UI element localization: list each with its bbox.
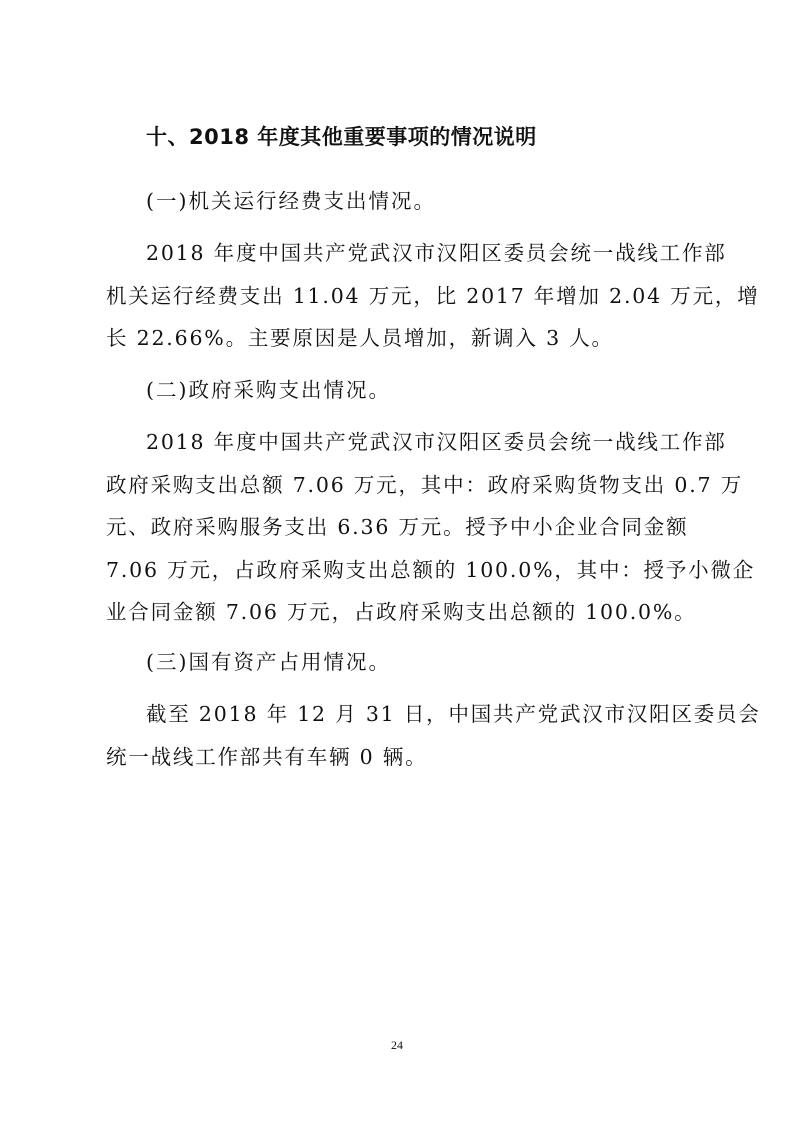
paragraph-line: 2018 年度中国共产党武汉市汉阳区委员会统一战线工作部 bbox=[146, 430, 727, 454]
paragraph-line: 7.06 万元，占政府采购支出总额的 100.0%，其中：授予小微企 bbox=[106, 557, 756, 582]
paragraph-line: 截至 2018 年 12 月 31 日，中国共产党武汉市汉阳区委员会 bbox=[146, 702, 761, 726]
section-heading: 十、2018 年度其他重要事项的情况说明 bbox=[146, 125, 537, 149]
paragraph-3 bbox=[106, 693, 761, 778]
paragraph-line: 元、政府采购服务支出 6.36 万元。授予中小企业合同金额 bbox=[106, 515, 689, 539]
subsection-title-3: (三)国有资产占用情况。 bbox=[146, 650, 391, 674]
paragraph-line: 长 22.66%。主要原因是人员增加，新调入 3 人。 bbox=[106, 326, 614, 350]
paragraph-line: 2018 年度中国共产党武汉市汉阳区委员会统一战线工作部 bbox=[146, 241, 727, 265]
subsection-title-2: (二)政府采购支出情况。 bbox=[146, 378, 391, 402]
page-number: 24 bbox=[391, 1038, 403, 1052]
subsection-title-1: (一)机关运行经费支出情况。 bbox=[146, 189, 436, 213]
paragraph-line: 机关运行经费支出 11.04 万元，比 2017 年增加 2.04 万元，增 bbox=[106, 283, 760, 308]
paragraph-line: 业合同金额 7.06 万元，占政府采购支出总额的 100.0%。 bbox=[106, 600, 697, 624]
paragraph-1 bbox=[106, 232, 760, 360]
paragraph-2 bbox=[106, 421, 756, 634]
paragraph-line: 政府采购支出总额 7.06 万元，其中：政府采购货物支出 0.7 万 bbox=[106, 472, 744, 497]
paragraph-line: 统一战线工作部共有车辆 0 辆。 bbox=[106, 744, 428, 769]
